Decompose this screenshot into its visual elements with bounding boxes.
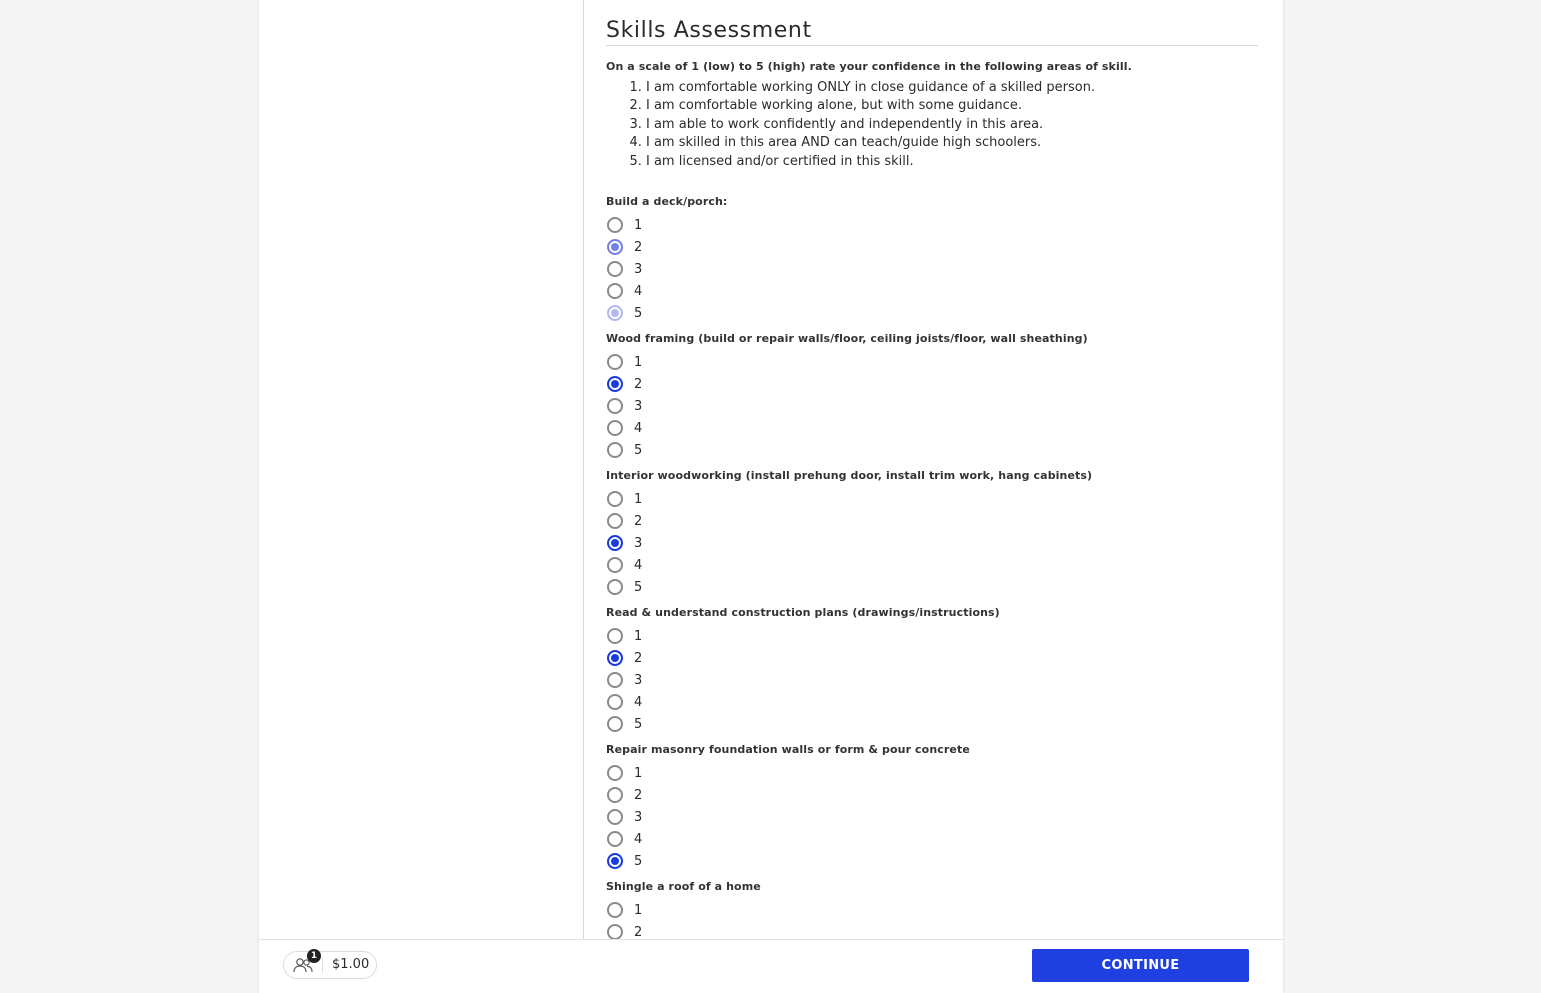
scale-intro: On a scale of 1 (low) to 5 (high) rate your confidence in the following areas of skill. [606, 60, 1132, 73]
radio-option[interactable] [606, 850, 1258, 872]
radio-button[interactable] [607, 513, 623, 529]
radio-button[interactable] [607, 239, 623, 255]
radio-option[interactable] [606, 669, 1258, 691]
radio-option[interactable] [606, 762, 1258, 784]
radio-option[interactable] [606, 373, 1258, 395]
radio-button[interactable] [607, 217, 623, 233]
radio-button[interactable] [607, 924, 623, 939]
radio-button[interactable] [607, 902, 623, 918]
radio-option-label: 4 [634, 831, 643, 847]
scale-item: 1. I am comfortable working ONLY in close guidance of a skilled person. [646, 79, 1258, 97]
radio-option-label: 2 [634, 924, 643, 939]
radio-option-label: 5 [634, 305, 643, 321]
radio-button[interactable] [607, 628, 623, 644]
radio-option-label: 5 [634, 853, 643, 869]
question-label: Shingle a roof of a home [606, 880, 761, 894]
radio-option-label: 5 [634, 716, 643, 732]
radio-button[interactable] [607, 442, 623, 458]
radio-option[interactable] [606, 576, 1258, 598]
radio-option-label: 1 [634, 217, 643, 233]
radio-option[interactable] [606, 625, 1258, 647]
radio-option-label: 1 [634, 354, 643, 370]
survey-content [606, 0, 1258, 939]
radio-button[interactable] [607, 694, 623, 710]
radio-option[interactable] [606, 828, 1258, 850]
radio-option-label: 3 [634, 398, 643, 414]
question-label: Build a deck/porch: [606, 195, 728, 209]
question-block [606, 879, 1258, 939]
radio-option-label: 2 [634, 513, 643, 529]
radio-option[interactable] [606, 258, 1258, 280]
survey-card [259, 0, 1283, 992]
radio-button[interactable] [607, 283, 623, 299]
radio-option[interactable] [606, 214, 1258, 236]
radio-option-label: 3 [634, 809, 643, 825]
participants-count-badge: 1 [307, 949, 321, 963]
radio-option-label: 4 [634, 694, 643, 710]
radio-option[interactable] [606, 395, 1258, 417]
question-block [606, 468, 1258, 598]
radio-option-label: 4 [634, 420, 643, 436]
scale-item: 3. I am able to work confidently and independently in this area. [646, 116, 1258, 134]
radio-button[interactable] [607, 535, 623, 551]
radio-option[interactable] [606, 713, 1258, 735]
radio-option-label: 5 [634, 579, 643, 595]
radio-option-label: 1 [634, 628, 643, 644]
radio-option-label: 2 [634, 787, 643, 803]
footer-bar [259, 939, 1283, 993]
radio-option[interactable] [606, 899, 1258, 921]
radio-button[interactable] [607, 398, 623, 414]
pill-divider [322, 957, 323, 973]
scale-item: 4. I am skilled in this area AND can teach/guide high schoolers. [646, 134, 1258, 152]
question-block [606, 331, 1258, 461]
question-label: Interior woodworking (install prehung door, install trim work, hang cabinets) [606, 469, 1093, 483]
radio-option-label: 2 [634, 239, 643, 255]
radio-button[interactable] [607, 672, 623, 688]
participants-pill[interactable] [283, 951, 377, 979]
radio-option[interactable] [606, 691, 1258, 713]
question-block [606, 605, 1258, 735]
question-label: Wood framing (build or repair walls/floor, ceiling joists/floor, wall sheathing) [606, 332, 1088, 346]
radio-option-label: 4 [634, 557, 643, 573]
radio-option[interactable] [606, 302, 1258, 324]
radio-button[interactable] [607, 261, 623, 277]
radio-option-label: 1 [634, 765, 643, 781]
question-block [606, 194, 1258, 324]
radio-option-label: 3 [634, 261, 643, 277]
radio-button[interactable] [607, 650, 623, 666]
question-block [606, 742, 1258, 872]
radio-option-label: 3 [634, 672, 643, 688]
price-label: $1.00 [332, 957, 370, 972]
scale-item: 5. I am licensed and/or certified in this skill. [646, 153, 1258, 171]
radio-option[interactable] [606, 784, 1258, 806]
radio-option-label: 1 [634, 902, 643, 918]
radio-button[interactable] [607, 579, 623, 595]
radio-option[interactable] [606, 532, 1258, 554]
radio-option[interactable] [606, 488, 1258, 510]
page-title: Skills Assessment [606, 0, 1258, 46]
radio-option-label: 4 [634, 283, 643, 299]
radio-button[interactable] [607, 787, 623, 803]
radio-button[interactable] [607, 716, 623, 732]
radio-option[interactable] [606, 280, 1258, 302]
radio-option-label: 5 [634, 442, 643, 458]
radio-button[interactable] [607, 420, 623, 436]
radio-option[interactable] [606, 921, 1258, 939]
radio-button[interactable] [607, 376, 623, 392]
radio-option[interactable] [606, 236, 1258, 258]
radio-option[interactable] [606, 351, 1258, 373]
left-pane [259, 0, 584, 939]
radio-button[interactable] [607, 491, 623, 507]
radio-button[interactable] [607, 557, 623, 573]
radio-option-label: 2 [634, 650, 643, 666]
radio-button[interactable] [607, 831, 623, 847]
radio-option[interactable] [606, 510, 1258, 532]
question-label: Read & understand construction plans (drawings/instructions) [606, 606, 1000, 620]
question-label: Repair masonry foundation walls or form & pour concrete [606, 743, 970, 757]
radio-button[interactable] [607, 809, 623, 825]
radio-button[interactable] [607, 354, 623, 370]
continue-button[interactable]: CONTINUE [1032, 949, 1249, 982]
radio-button[interactable] [607, 305, 623, 321]
radio-option-label: 3 [634, 535, 643, 551]
radio-option[interactable] [606, 417, 1258, 439]
radio-option[interactable] [606, 806, 1258, 828]
radio-option[interactable] [606, 554, 1258, 576]
radio-button[interactable] [607, 765, 623, 781]
radio-option[interactable] [606, 647, 1258, 669]
radio-option-label: 2 [634, 376, 643, 392]
radio-option[interactable] [606, 439, 1258, 461]
scale-legend [606, 79, 1258, 171]
question-list [606, 194, 1258, 939]
radio-button[interactable] [607, 853, 623, 869]
scale-item: 2. I am comfortable working alone, but with some guidance. [646, 97, 1258, 115]
radio-option-label: 1 [634, 491, 643, 507]
